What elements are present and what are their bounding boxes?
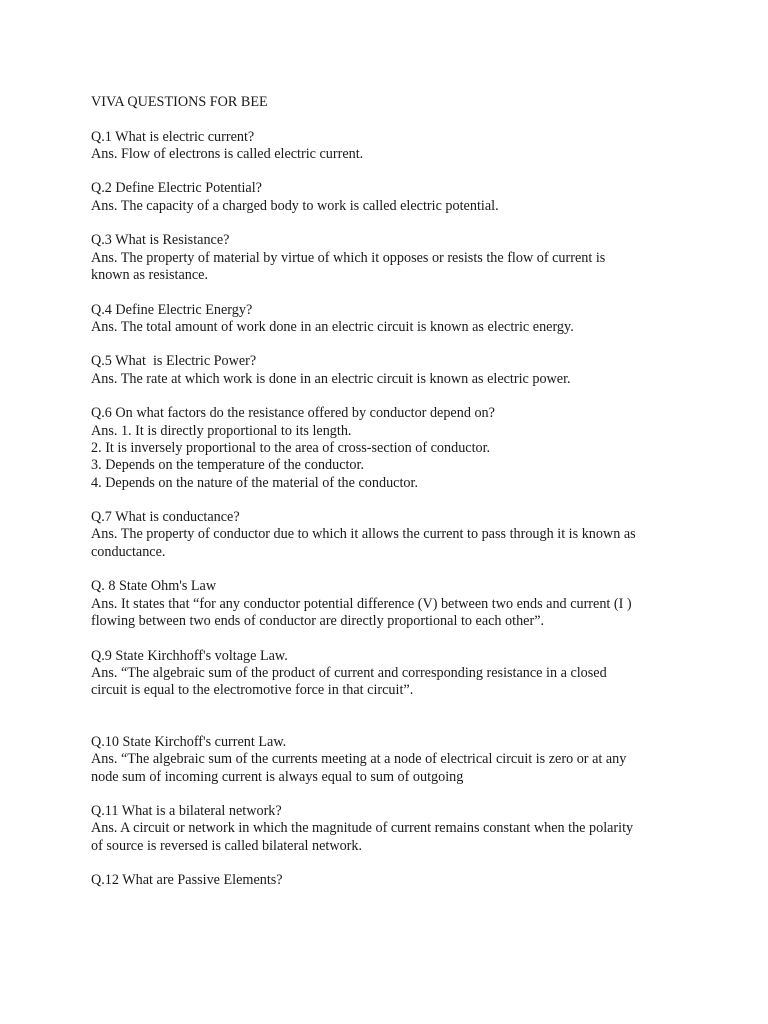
qa-item <box>91 353 691 388</box>
qa-item <box>91 129 691 164</box>
qa-item <box>91 509 691 561</box>
answer-line: Ans. A circuit or network in which the magnitude of current remains constant when the polarity <box>91 820 634 837</box>
qa-item <box>91 302 691 337</box>
qa-item <box>91 578 691 630</box>
question-text: Q.1 What is electric current? <box>91 128 255 145</box>
answer-line: of source is reversed is called bilateral network. <box>91 837 363 854</box>
answer-line: 4. Depends on the nature of the material of the conductor. <box>91 474 418 491</box>
question-text: Q.6 On what factors do the resistance offered by conductor depend on? <box>91 405 495 422</box>
qa-item <box>91 872 691 889</box>
qa-item <box>91 180 691 215</box>
answer-line: Ans. Flow of electrons is called electric current. <box>91 145 364 162</box>
question-text: Q.12 What are Passive Elements? <box>91 872 283 889</box>
question-text: Q.2 Define Electric Potential? <box>91 180 262 197</box>
answer-line: node sum of incoming current is always equal to sum of outgoing <box>91 768 464 785</box>
question-text: Q.10 State Kirchoff's current Law. <box>91 733 287 750</box>
qa-list <box>91 129 691 890</box>
answer-line: flowing between two ends of conductor are directly proportional to each other”. <box>91 612 545 629</box>
answer-line: Ans. “The algebraic sum of the product of current and corresponding resistance in a closed <box>91 664 607 681</box>
answer-line: Ans. The total amount of work done in an electric circuit is known as electric energy. <box>91 318 574 335</box>
qa-item <box>91 734 691 786</box>
qa-item <box>91 232 691 284</box>
question-text: Q.4 Define Electric Energy? <box>91 301 253 318</box>
question-text: Q.5 What is Electric Power? <box>91 353 257 370</box>
answer-line: Ans. The property of conductor due to which it allows the current to pass through it is known as <box>91 526 636 543</box>
answer-line: conductance. <box>91 543 166 560</box>
answer-line: Ans. “The algebraic sum of the currents meeting at a node of electrical circuit is zero or at any <box>91 751 627 768</box>
question-text: Q.11 What is a bilateral network? <box>91 803 282 820</box>
answer-line: 3. Depends on the temperature of the conductor. <box>91 457 365 474</box>
answer-line: Ans. It states that “for any conductor potential difference (V) between two ends and current (I ) <box>91 595 632 612</box>
answer-line: known as resistance. <box>91 266 209 283</box>
qa-item <box>91 648 691 700</box>
answer-line: Ans. The property of material by virtue of which it opposes or resists the flow of current is <box>91 249 606 266</box>
qa-item <box>91 803 691 855</box>
answer-line: Ans. 1. It is directly proportional to its length. <box>91 422 352 439</box>
question-text: Q. 8 State Ohm's Law <box>91 578 217 595</box>
qa-item <box>91 405 691 491</box>
document-title: VIVA QUESTIONS FOR BEE <box>91 94 268 110</box>
question-text: Q.3 What is Resistance? <box>91 232 230 249</box>
answer-line: Ans. The rate at which work is done in an electric circuit is known as electric power. <box>91 370 571 387</box>
answer-line: 2. It is inversely proportional to the area of cross-section of conductor. <box>91 439 491 456</box>
question-text: Q.7 What is conductance? <box>91 509 240 526</box>
answer-line: Ans. The capacity of a charged body to work is called electric potential. <box>91 197 499 214</box>
question-text: Q.9 State Kirchhoff's voltage Law. <box>91 647 288 664</box>
document-page <box>91 94 691 907</box>
answer-line: circuit is equal to the electromotive force in that circuit”. <box>91 682 414 699</box>
